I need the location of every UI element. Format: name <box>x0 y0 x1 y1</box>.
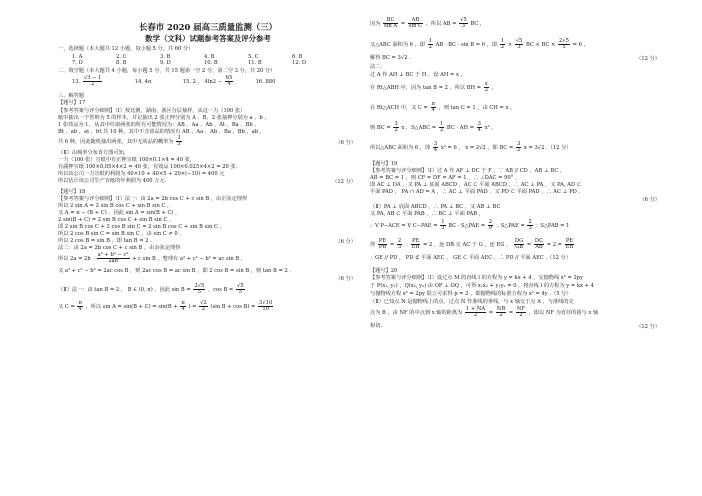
q17-line: 纸中抽出一个答辩为 5 的样本，并记抽出 2 张正押分别为 A 、B，2 张抽押分别为 a 、b ， <box>58 115 270 121</box>
q18-line: 又 a² + c² − b² = 2ac cos B ，则 2ac cos B = ac sin B ，即 2 cos B = sin B ，则 tan B = 2 . <box>58 268 292 274</box>
answer-8: 8. B <box>116 60 127 66</box>
answer-6: 6. B <box>292 54 303 60</box>
q18-line: 法二：由 2a = 2b cos C + c sin B ，由余弦定理得 <box>58 245 181 251</box>
fill-answers: 13. $\frac{√3 - 1}{2}$ 14. 4π 15. 2 ， 4ln2 − $\frac{65}{4}$ 16. 880 <box>72 75 276 87</box>
q18-line: 所以 2 sin A = 2 sin B cos C + sin B sin C ， <box>58 203 173 209</box>
q19-line: 平面 PAD ， PA ∩ AD = A ，∴ AC ⊥ 平面 PAD ，又 PD ⊂ 平面 PAD ，∴ AC ⊥ PD . <box>370 189 581 195</box>
section2-heading: 二、填空题（本大题共 4 小题，每小题 5 分，共 15 题第一空 2 分，第二空 3 分，共 20 分） <box>58 68 276 74</box>
q18-line: 【参考答案与评分细则】（Ⅰ）法一：由 2a = 2b cos C + c sin B ，由正弦定理得 <box>58 196 248 202</box>
r-ch-line: 在 Rt△ACH 中，又 C = $\frac{\pi}{4}$ ，则 tan C = 1 ，由 CH = x ， <box>370 101 516 113</box>
q19-line: ∴ GE // PD ， PD ⊄ 平面 AEC ， GE ⊂ 平面 AEC ，∴ PD // 平面 AEC .（12 分） <box>370 255 571 261</box>
q17-line: 有副押宣纸 100×0.05×4×2 = 40 张，有效品 100×0.025×4×2 = 20 张. <box>58 164 238 170</box>
q19-label: 【题号】19 <box>370 161 398 167</box>
answer-10: 10. B <box>204 60 218 66</box>
left-column <box>58 0 358 496</box>
score-tag: （12 分） <box>636 56 660 62</box>
q17-label: 【题号】17 <box>58 100 86 106</box>
q17-line: Bt 、ab 、at 、bt 共 10 种，其中不含效品的情况有 AB 、Aa 、Ab 、Ba 、Bb 、ab ， <box>58 129 265 135</box>
score-tag: （6 分） <box>335 239 356 245</box>
answer-9: 9. D <box>160 60 171 66</box>
answer-13: $\frac{√3 - 1}{2}$ <box>83 75 102 87</box>
q18-line: 2 sin(B + C) = 2 sin B cos C + sin B sin C ， <box>58 217 175 223</box>
r-sine-law-line: 因为 $\frac{BC}{\text{sin A}}$ = $\frac{AB}{\text{sin C}}$ ，所以 AB = $\frac{√5}{3}$ BC ， <box>370 17 486 29</box>
q17-line: 一力（100 张）宣纸中有正押宣纸 100×0.1×4 = 40 张, <box>58 157 192 163</box>
answer-15: 15. 2 ， <box>182 79 203 85</box>
answer-4: 4. B <box>204 54 215 60</box>
q18-line: 所以 2 cos B = sin B ，即 tan B = 2 . <box>58 238 152 244</box>
q20-line: 【参考答案与评分细则】（Ⅰ）设过点 M 的直线 l 的方程为 y = kx + 4 ，交抛物线 x² = 2py <box>370 275 584 281</box>
answer-5: 5. C <box>248 54 259 60</box>
q18-cosine-line: 所以 2a = 2b · $\frac{\text{a² + b² − c²}}{2ab}$ + c sin B ，整理有 a² + c² − b² = ac sin B ， <box>58 252 246 264</box>
answer-12: 12. D <box>292 60 307 66</box>
score-tag: （6 分） <box>639 197 660 203</box>
r-bc-line: 则 BC = $\frac{3}{2}$ x ，S△ABC = $\frac{1}{2}$ BC · AH = $\frac{3}{4}$ x² ， <box>370 121 497 133</box>
q20-line: 于 P(x₁, y₁) ，Q(x₂, y₂) 由 OP ⊥ OQ ，可得 x₁x₂ + y₁y₂ = 0 ，将直线 l 的方程为 y = kx + 4 <box>370 283 594 289</box>
q18-line: 即 2 sin B cos C + 2 cos B sin C = 2 sin B cos C + sin B sin C ， <box>58 224 225 230</box>
section1-heading: 一、选择题（本大题共 12 小题，每小题 5 分，共 60 分） <box>58 46 194 52</box>
doc-title: 长春市 2020 届高三质量监测（三） <box>138 22 277 32</box>
r-line: 过 A 作 AH ⊥ BC 于 H ，设 AH = x ， <box>370 72 466 78</box>
answer-13-label: 13. <box>72 79 81 85</box>
q20-line: （Ⅱ）已知点 N 是抛物线上的点，过点 N 作准线的垂线，与 x 轴交于点 A ，与准线的交 <box>370 299 574 305</box>
q17-line: 【参考答案与评分细则】（Ⅰ）按比例，湖南、浙区分层抽样，从这一力（100 张） <box>58 108 246 114</box>
q20-line: 与抛物线方程 x² = 2py 联立可求得 p = 2 ，即抛物线的标准方程为 x² = 4y .（5 分） <box>370 291 572 297</box>
q19-line: AB = BC = 1 ，则 CF = DF = AF = 1 ，∴ ∠DAC = 90° ， <box>370 175 521 181</box>
r-line: 解得 BC = 3√2 . <box>370 55 411 61</box>
r-area-line: 又△ABC 面积为 6 ，即 $\frac{1}{2}$ AB · BC · sin B = 6 ，即 $\frac{1}{2}$ × $\frac{√5}{3}$ BC × BC × $\frac{2√5}{5}$ = 6 ， <box>370 38 589 50</box>
right-column <box>370 0 662 496</box>
answer-15b: 4ln2 − <box>204 79 223 85</box>
q19-volume-line: ∴ V P−ACE = V C−PAE = $\frac{1}{3}$ BC · S△PAE = $\frac{2}{9}$ ∴ S△PAE = $\frac{2}{3}$ ∵ S△PAB = 1 <box>370 219 570 231</box>
answer-7: 7. D <box>72 60 83 66</box>
answer-2: 2. C <box>116 54 127 60</box>
answer-14: 14. 4π <box>134 79 152 85</box>
q19-ratio-line: 得 $\frac{PE}{PB}$ = $\frac{2}{3}$ ∴ $\frac{PE}{EB}$ = 2 ，连 DB 交 AC 于 G ，连 EG ， $\frac{DG}{GB}$ = $\frac{DC}{AB}$ = 2 = $\frac{PE}{EB}$ <box>370 238 574 250</box>
q17-line: 1 张效品为 t ，从其中任取两张的所有可能情况为：AB 、Aa 、Ab 、At 、Ba 、Bb 、 <box>58 122 260 128</box>
r-line: 法二： <box>370 64 386 70</box>
q19-line: （Ⅱ）PA ⊥ 底面 ABCD ，∴ PA ⊥ BC ，又 AB ⊥ BC <box>370 204 501 210</box>
q19-line: 又 PA, AB ⊂ 平面 PAB ，∴ BC ⊥ 平面 PAB ， <box>370 211 484 217</box>
choice-answers <box>72 54 336 66</box>
answer-11: 11. B <box>248 60 262 66</box>
q18-line: 所以 2 cos B sin C = sin B sin C ，由 sin C ≠ 0 ， <box>58 231 185 237</box>
score-tag: （12 分） <box>332 179 356 185</box>
r-solve-line: 所以△ABC 面积为 6 ，即 $\frac{3}{4}$ x² = 6 ， x = 2√2 ，即 BC = $\frac{3}{2}$ x = 3√2 .（12 分） <box>370 141 572 153</box>
q20-label: 【题号】20 <box>370 268 398 274</box>
q17-line: （Ⅱ）由频率分布直方图可知， <box>58 150 129 156</box>
doc-subtitle: 数学（文科）试题参考答案及评分参考 <box>145 34 271 43</box>
q20-tangent-line: 点为 B ，由 NF 的中点到 x 轴的距离为 $\frac{1 + NA}{2}$ = $\frac{NB}{2}$ = $\frac{NF}{2}$ ，即以 NF 为直径的圆与 x 轴 <box>370 306 599 318</box>
q20-line: 相切. <box>370 323 383 329</box>
q17-probability-line: 共 6 种，因此随机抽出两张，其中无效品的概率为 $\frac{3}{5}$ <box>58 135 181 147</box>
r-bh-line: 在 Rt△ABH 中，因为 tan B = 2 ，所以 BH = $\frac{x}{2}$ ， <box>370 81 497 93</box>
q18-label: 【题号】18 <box>58 189 86 195</box>
answer-1: 1. A <box>72 54 83 60</box>
q17-line: 所以该公司一力宣纸的利润为 40×10 + 40×5 + 20×(−10) = 400 元 <box>58 171 225 177</box>
q18-sinA-line: 又 C = $\frac{\pi}{4}$ ，所以 sin A = sin(B + C) = sin(B + $\frac{\pi}{4}$ ) = $\frac{√2}{2}$ (sin B + cos B) = $\frac{3√10}{10}$ <box>58 300 273 312</box>
q19-line: 【参考答案与评分细则】（Ⅰ）过 A 作 AF ⊥ DC 于 F ，∵ AB // CD ，AB ⊥ BC ， <box>370 168 566 174</box>
section3-heading: 三、解答题 <box>58 93 84 99</box>
score-tag: （12 分） <box>636 324 660 330</box>
q19-line: 即 AC ⊥ DA ，又 PA ⊥ 底面 ABCD ，AC ⊂ 平面 ABCD ，∴ AC ⊥ PA ，又 PA, AD ⊂ <box>370 182 582 188</box>
score-tag: （6 分） <box>335 276 356 282</box>
q18-part2-line: （Ⅱ）法一：由 tan B = 2 ， B ∈ (0, π) ，因此 sin B = $\frac{2√5}{5}$ ，cos B = $\frac{√5}{5}$ <box>58 283 244 295</box>
score-tag: （6 分） <box>335 140 356 146</box>
answer-3: 3. B <box>160 54 171 60</box>
q17-line: 所以估计该公司生产宣纸的年利润为 400 万元. <box>58 178 167 184</box>
q18-line: 又 A = π − (B + C) ，因此 sin A = sin(B + C) ， <box>58 210 181 216</box>
answer-16: 16. 880 <box>255 79 276 85</box>
